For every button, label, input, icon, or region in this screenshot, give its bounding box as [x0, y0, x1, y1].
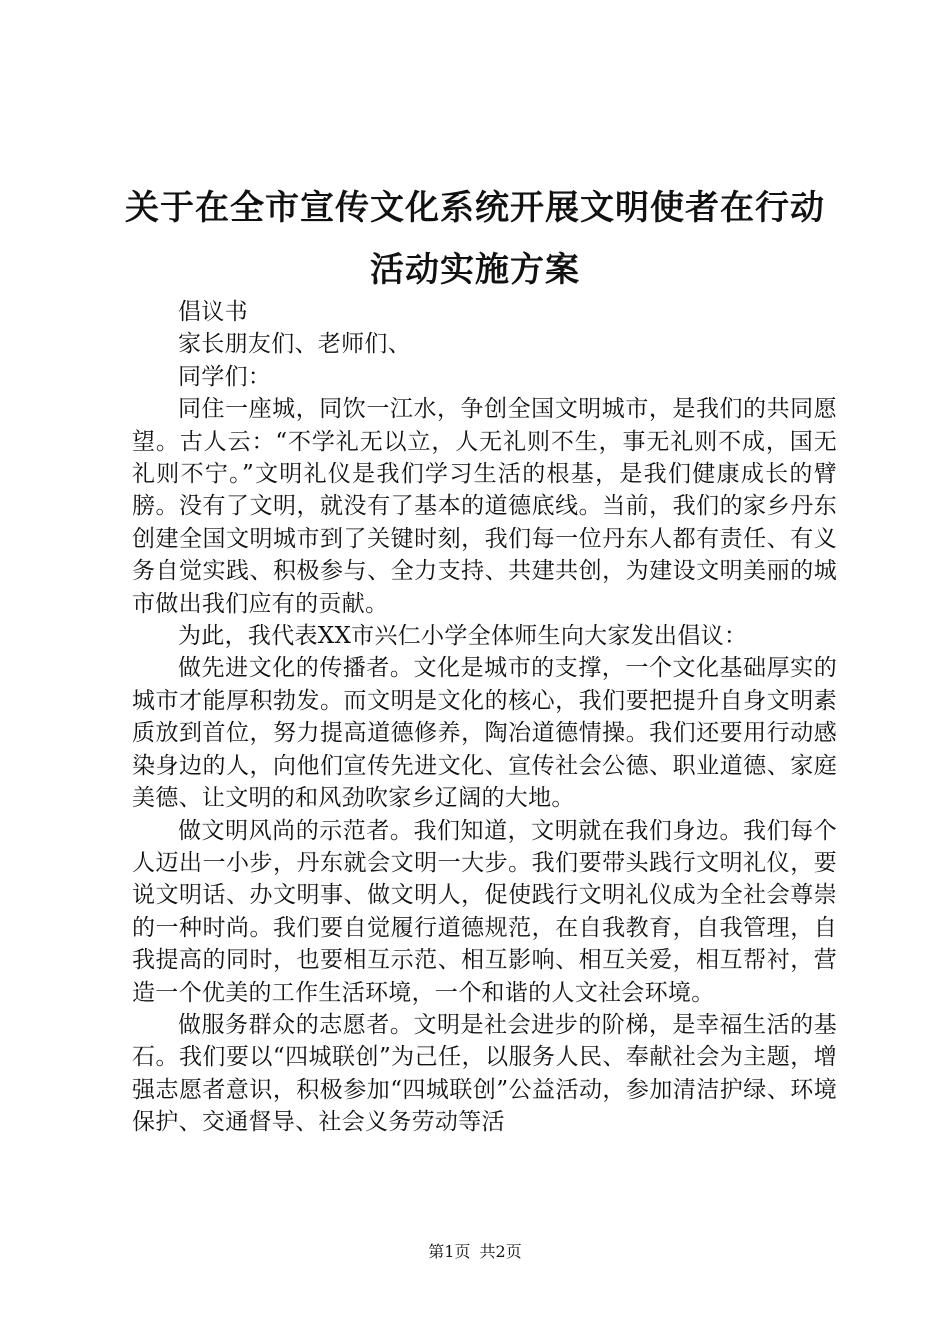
salutation-parents-teachers: 家长朋友们、老师们、 — [178, 331, 411, 358]
body-paragraph: 做先进文化的传播者。文化是城市的支撑，一个文化基础厚实的城市才能厚积勃发。而文明是文化的核心，我们要把提升自身文明素质放到首位，努力提高道德修养，陶冶道德情操。我们还要用行动感染身边的人，向他们宣传先进文化、宣传社会公德、职业道德、家庭美德、让文明的和风劲吹家乡辽阔的大地。 — [132, 655, 837, 812]
body-paragraph: 做服务群众的志愿者。文明是社会进步的阶梯，是幸福生活的基石。我们要以“四城联创”为己任，以服务人民、奉献社会为主题，增强志愿者意识，积极参加“四城联创”公益活动，参加清洁护绿、环境保护、交通督导、社会义务劳动等活 — [132, 1011, 837, 1136]
body-paragraph: 同住一座城，同饮一江水，争创全国文明城市，是我们的共同愿望。古人云：“不学礼无以立，人无礼则不生，事无礼则不成，国无礼则不宁。”文明礼仪是我们学习生活的根基，是我们健康成长的臂膀。没有了文明，就没有了基本的道德底线。当前，我们的家乡丹东创建全国文明城市到了关键时刻，我们每一位丹东人都有责任、有义务自觉实践、积极参与、全力支持、共建共创，为建设文明美丽的城市做出我们应有的贡献。 — [132, 396, 837, 617]
page-number: 第1页 — [428, 1242, 471, 1261]
document-title-line-2: 活动实施方案 — [370, 250, 580, 290]
salutation-students: 同学们： — [178, 363, 272, 390]
page-total: 共2页 — [479, 1242, 522, 1261]
heading-proposal: 倡议书 — [178, 299, 248, 325]
body-paragraph: 做文明风尚的示范者。我们知道，文明就在我们身边。我们每个人迈出一小步，丹东就会文明一大步。我们要带头践行文明礼仪，要说文明话、办文明事、做文明人，促使践行文明礼仪成为全社会尊崇的一种时尚。我们要自觉履行道德规范，在自我教育，自我管理，自我提高的同时，也要相互示范、相互影响、相互关爱，相互帮衬，营造一个优美的工作生活环境，一个和谐的人文社会环境。 — [132, 817, 837, 1006]
page-footer — [0, 1242, 950, 1262]
body-paragraph: 为此，我代表XX市兴仁小学全体师生向大家发出倡议： — [178, 623, 748, 650]
document-body — [132, 296, 837, 1139]
document-title-line-1: 关于在全市宣传文化系统开展文明使者在行动 — [125, 188, 825, 228]
